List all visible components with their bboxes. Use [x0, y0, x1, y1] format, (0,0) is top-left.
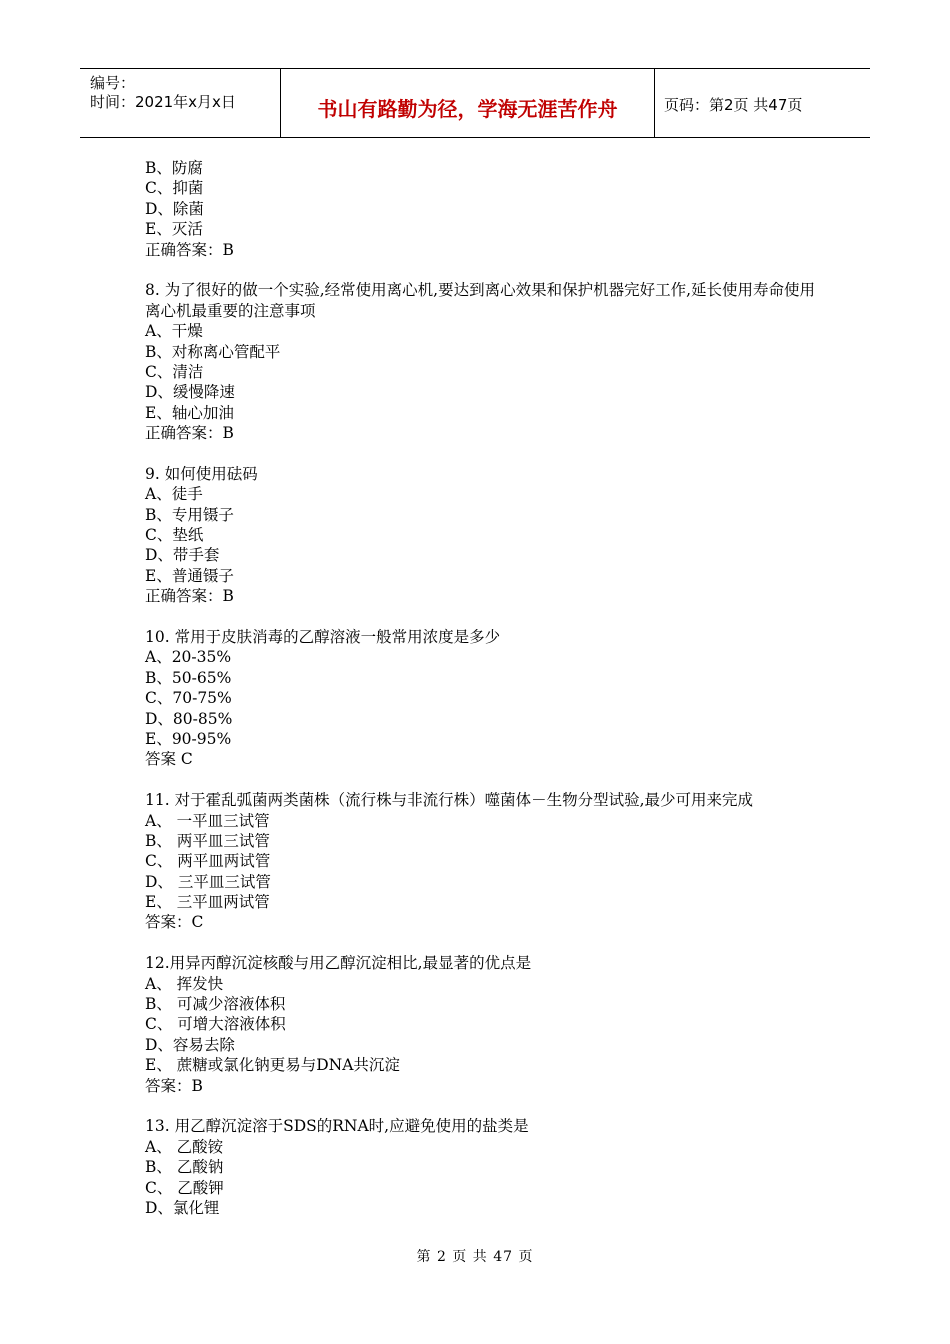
time-label: 时间：2021年x月x日 — [90, 93, 236, 111]
header-page-cell — [655, 69, 870, 137]
option: A、20-35% — [145, 648, 232, 667]
option: C、 乙酸钾 — [145, 1178, 224, 1197]
answer: 正确答案：B — [145, 240, 234, 259]
option: D、 三平皿三试管 — [145, 872, 271, 891]
option: A、干燥 — [145, 322, 203, 341]
option: E、普通镊子 — [145, 566, 234, 585]
option: E、轴心加油 — [145, 403, 234, 422]
answer: 正确答案：B — [145, 587, 234, 606]
option: B、对称离心管配平 — [145, 342, 281, 361]
question-list — [145, 158, 825, 1218]
page-header — [80, 68, 870, 138]
question-text: 8. 为了很好的做一个实验,经常使用离心机,要达到离心效果和保护机器完好工作,延长使用寿命使用离心机最重要的注意事项 — [145, 281, 815, 320]
option: B、50-65% — [145, 668, 232, 687]
option: E、 三平皿两试管 — [145, 893, 270, 912]
option: B、 乙酸钠 — [145, 1158, 224, 1177]
option: C、清洁 — [145, 362, 204, 381]
option: A、 挥发快 — [145, 974, 224, 993]
option: C、70-75% — [145, 689, 232, 708]
header-motto-cell — [281, 69, 655, 137]
option: D、缓慢降速 — [145, 383, 235, 402]
option: C、 可增大溶液体积 — [145, 1015, 286, 1034]
option: C、抑菌 — [145, 179, 204, 198]
option: E、 蔗糖或氯化钠更易与DNA共沉淀 — [145, 1056, 400, 1075]
option: D、带手套 — [145, 546, 220, 565]
question-text: 9. 如何使用砝码 — [145, 464, 258, 483]
question-text: 11. 对于霍乱弧菌两类菌株（流行株与非流行株）噬菌体－生物分型试验,最少可用来完成 — [145, 791, 754, 810]
option: D、氯化锂 — [145, 1198, 220, 1217]
question-text: 13. 用乙醇沉淀溶于SDS的RNA时,应避免使用的盐类是 — [145, 1117, 529, 1136]
answer: 答案 C — [145, 750, 193, 769]
option: B、专用镊子 — [145, 505, 234, 524]
motto: 书山有路勤为径，学海无涯苦作舟 — [317, 97, 618, 121]
option: B、防腐 — [145, 159, 203, 177]
answer: 正确答案：B — [145, 424, 234, 443]
answer: 答案：B — [145, 1076, 203, 1095]
header-meta-cell — [80, 69, 281, 137]
option: D、80-85% — [145, 709, 233, 728]
page-info: 页码：第2页 共47页 — [664, 96, 803, 114]
question-text: 12.用异丙醇沉淀核酸与用乙醇沉淀相比,最显著的优点是 — [145, 954, 532, 973]
option: D、容易去除 — [145, 1035, 235, 1054]
option: C、垫纸 — [145, 526, 204, 545]
option: B、 可减少溶液体积 — [145, 995, 286, 1014]
page-footer: 第 2 页 共 47 页 — [416, 1249, 534, 1265]
number-label: 编号： — [90, 74, 136, 92]
option: A、 乙酸铵 — [145, 1137, 224, 1156]
question-text: 10. 常用于皮肤消毒的乙醇溶液一般常用浓度是多少 — [145, 628, 501, 647]
option: A、徒手 — [145, 485, 203, 504]
option: E、90-95% — [145, 729, 232, 748]
answer: 答案：C — [145, 913, 204, 932]
option: B、 两平皿三试管 — [145, 831, 270, 850]
option: D、除菌 — [145, 199, 204, 218]
option: A、 一平皿三试管 — [145, 811, 270, 830]
option: C、 两平皿两试管 — [145, 852, 271, 871]
option: E、灭活 — [145, 220, 203, 239]
